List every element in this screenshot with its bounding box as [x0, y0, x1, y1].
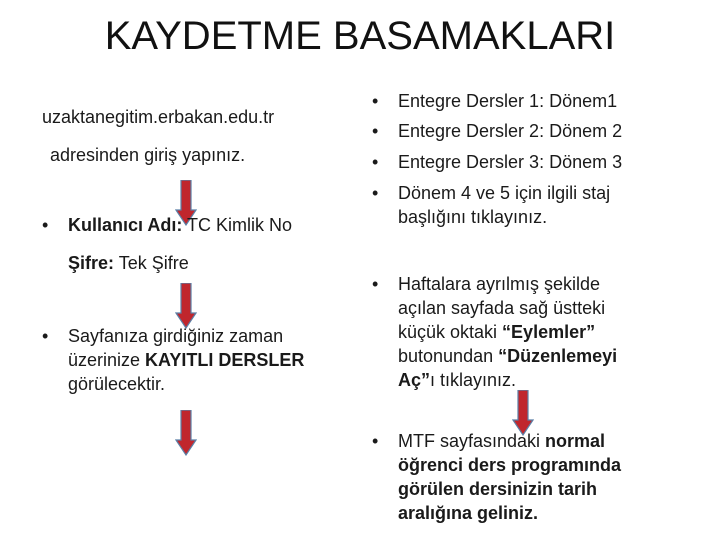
mtf-line-4: aralığına geliniz.	[398, 503, 539, 523]
course-list-text-2: Entegre Dersler 2: Dönem 2	[398, 121, 623, 141]
mtf-line-1	[398, 429, 621, 453]
course-list-item-1	[372, 89, 618, 113]
course-list-item-3	[372, 150, 623, 174]
edit-mode-text: “Düzenlemeyi	[498, 346, 618, 366]
weekly-line-4	[398, 344, 617, 368]
courses-line-2	[68, 348, 304, 372]
step-arrow-3	[175, 410, 197, 456]
bullet-dot: •	[372, 91, 379, 111]
weekly-line-3-prefix: küçük oktaki	[398, 322, 503, 342]
url-suffix-line: adresinden giriş yapınız.	[50, 145, 246, 165]
course-list-text-4: Dönem 4 ve 5 için ilgili staj	[398, 183, 611, 203]
username-label: Kullanıcı Adı:	[68, 215, 183, 235]
course-list-item-4	[372, 181, 611, 229]
weekly-line-1: Haftalara ayrılmış şekilde	[398, 274, 601, 294]
bullet-dot: •	[42, 326, 49, 346]
bullet-dot: •	[372, 274, 379, 294]
registered-courses-text: KAYITLI DERSLER	[145, 350, 305, 370]
actions-button-text: “Eylemler”	[502, 322, 596, 342]
password-value: Tek Şifre	[114, 253, 189, 273]
courses-line-3: görülecektir.	[68, 374, 166, 394]
password-label: Şifre:	[68, 253, 115, 273]
mtf-line-1-prefix: MTF sayfasındaki	[398, 431, 546, 451]
bullet-dot: •	[372, 431, 379, 451]
courses-line-1: Sayfanıza girdiğiniz zaman	[68, 326, 284, 346]
course-list-text-1: Entegre Dersler 1: Dönem1	[398, 91, 618, 111]
bullet-dot: •	[372, 121, 379, 141]
bullet-dot: •	[42, 215, 49, 235]
bullet-dot: •	[372, 152, 379, 172]
course-list-text-3: Entegre Dersler 3: Dönem 3	[398, 152, 623, 172]
weekly-bullet	[372, 272, 618, 392]
edit-mode-text-end: Aç”	[398, 370, 431, 390]
username-value: TC Kimlik No	[182, 215, 293, 235]
mtf-line-2: öğrenci ders programında	[398, 455, 622, 475]
courses-bullet	[42, 324, 305, 396]
course-list-item-2	[372, 119, 623, 143]
courses-line-2-prefix: üzerinize	[68, 350, 146, 370]
login-bullet	[42, 213, 293, 237]
mtf-bullet	[372, 429, 622, 525]
weekly-line-4-prefix: butonundan	[398, 346, 499, 366]
url-line: uzaktanegitim.erbakan.edu.tr	[42, 107, 275, 127]
course-list-text-4-line-2: başlığını tıklayınız.	[398, 207, 548, 227]
bullet-dot: •	[372, 183, 379, 203]
weekly-line-3	[398, 320, 617, 344]
weekly-line-5	[398, 368, 617, 392]
step-arrow-2	[175, 283, 197, 329]
weekly-line-2: açılan sayfada sağ üstteki	[398, 298, 606, 318]
password-line	[68, 251, 189, 275]
mtf-line-1-bold: normal	[545, 431, 606, 451]
weekly-line-5-suffix: ı tıklayınız.	[430, 370, 517, 390]
mtf-line-3: görülen dersinizin tarih	[398, 479, 598, 499]
slide-title: KAYDETME BASAMAKLARI	[104, 14, 616, 58]
